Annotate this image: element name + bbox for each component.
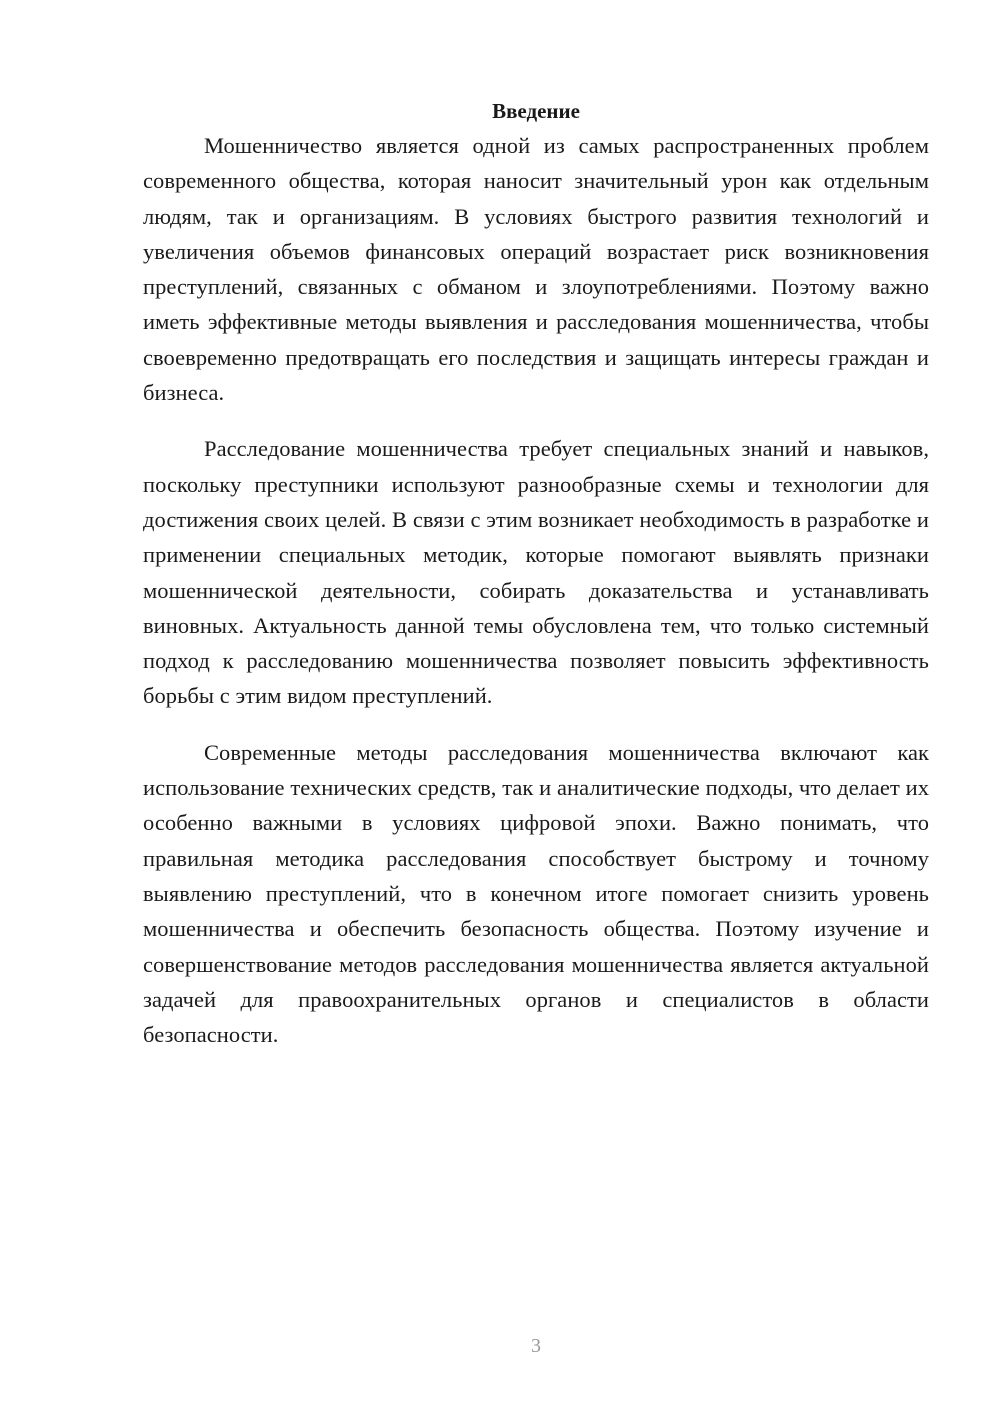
section-heading: Введение — [492, 99, 580, 123]
page-number: 3 — [531, 1335, 541, 1357]
page-content — [143, 94, 929, 1073]
paragraph-3: Современные методы расследования мошенничества включают как использование технических средств, так и аналитические подходы, что делает их особенно важными в условиях цифровой эпохи. Важно понимать, что правильная методика расследования способствует быстрому и точному выявлению преступлений, что в конечном итоге помогает снизить уровень мошенничества и обеспечить безопасность общества. Поэтому изучение и совершенствование методов расследования мошенничества является актуальной задачей для правоохранительных органов и специалистов в области безопасности. — [143, 739, 929, 1048]
paragraph-2: Расследование мошенничества требует специальных знаний и навыков, поскольку преступники используют разнообразные схемы и технологии для достижения своих целей. В связи с этим возникает необходимость в разработке и применении специальных методик, которые помогают выявлять признаки мошеннической деятельности, собирать доказательства и устанавливать виновных. Актуальность данной темы обусловлена тем, что только системный подход к расследованию мошенничества позволяет повысить эффективность борьбы с этим видом преступлений. — [143, 436, 929, 709]
paragraph-1: Мошенничество является одной из самых распространенных проблем современного общества, которая наносит значительный урон как отдельным людям, так и организациям. В условиях быстрого развития технологий и увеличения объемов финансовых операций возрастает риск возникновения преступлений, связанных с обманом и злоупотреблениями. Поэтому важно иметь эффективные методы выявления и расследования мошенничества, чтобы своевременно предотвращать его последствия и защищать интересы граждан и бизнеса. — [143, 133, 929, 406]
